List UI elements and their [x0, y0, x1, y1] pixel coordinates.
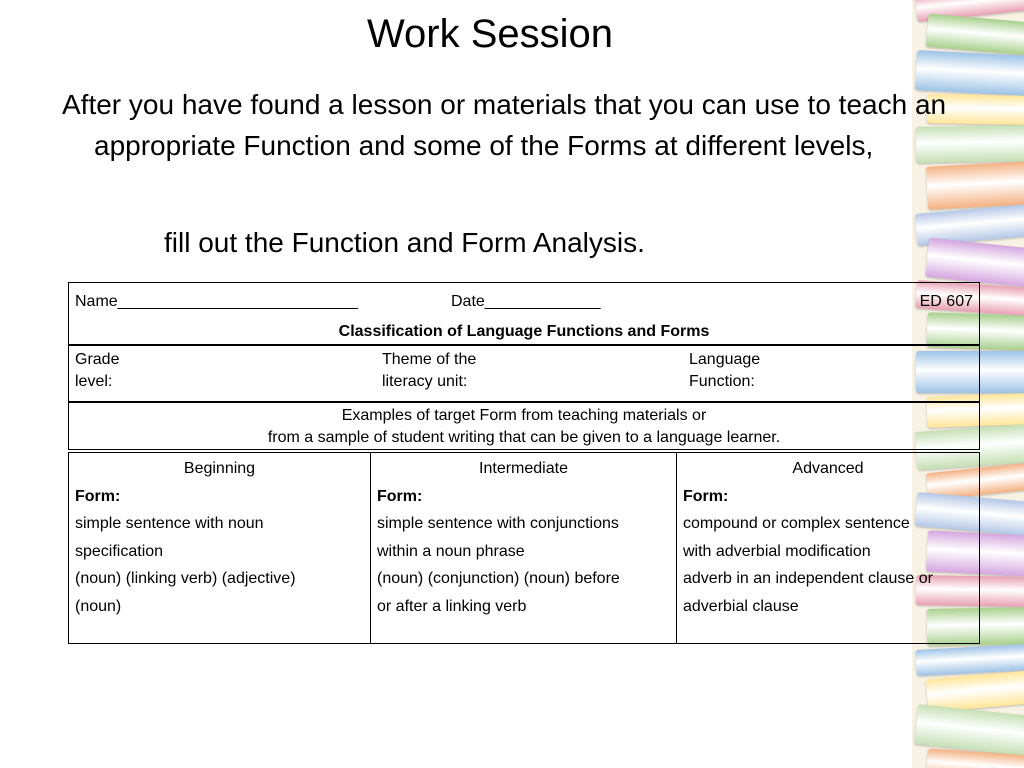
course-code: ED 607: [919, 293, 973, 310]
form-description-line: simple sentence with conjunctions: [377, 515, 619, 532]
form-description-line: with adverbial modification: [683, 542, 871, 560]
book-spine: [926, 161, 1024, 209]
instruction-subparagraph: fill out the Function and Form Analysis.: [164, 227, 645, 258]
form-examples-row: [68, 402, 980, 450]
book-spine: [925, 238, 1024, 288]
form-description-line: adverbial clause: [683, 597, 799, 615]
examples-line-1: Examples of target Form from teaching materials or: [341, 407, 707, 424]
date-field: Date_____________: [451, 293, 601, 310]
form-description-line: specification: [75, 542, 164, 560]
form-description-line: (noun): [75, 597, 122, 615]
form-description-line: (noun) (linking verb) (adjective): [75, 570, 296, 587]
grade-label-line-1: Grade: [75, 351, 120, 368]
level-column-beginning: [69, 453, 370, 643]
form-description-line: (noun) (conjunction) (noun) before: [377, 570, 620, 587]
form-description-line: or after a linking verb: [377, 597, 527, 615]
grade-label-line-2: level:: [75, 373, 113, 390]
form-description-line: compound or complex sentence: [683, 515, 910, 532]
slide-title: Work Session: [366, 12, 613, 56]
form-description-line: adverb in an independent clause or: [683, 570, 933, 587]
form-description-line: within a noun phrase: [377, 542, 525, 560]
level-name: Beginning: [183, 460, 256, 477]
level-column-intermediate: [370, 453, 676, 643]
theme-cell: [382, 349, 682, 393]
form-label: Form:: [683, 487, 729, 505]
level-name: Advanced: [792, 460, 864, 477]
language-function-cell: [689, 349, 989, 393]
form-heading: Classification of Language Functions and Forms: [338, 323, 710, 340]
theme-label-line-1: Theme of the: [382, 351, 477, 368]
form-info-row: [68, 344, 980, 402]
grade-level-cell: [75, 349, 375, 393]
form-levels-table: [68, 452, 980, 644]
examples-line-2: from a sample of student writing that can be given to a language learner.: [267, 429, 781, 446]
function-label-line-1: Language: [689, 351, 761, 368]
level-column-advanced: [676, 453, 979, 643]
form-label: Form:: [377, 487, 423, 505]
function-label-line-2: Function:: [689, 373, 755, 390]
form-description-line: simple sentence with noun: [75, 515, 264, 532]
instruction-paragraph: After you have found a lesson or materials that you can use to teach an appropriate Function and some of the Forms at different levels,: [62, 89, 947, 161]
theme-label-line-2: literacy unit:: [382, 373, 468, 390]
examples-text: [69, 405, 979, 449]
form-label: Form:: [75, 487, 121, 505]
form-header-row: [68, 282, 980, 346]
book-spine: [915, 644, 1024, 676]
analysis-form: [68, 282, 980, 644]
name-field: Name___________________________: [75, 293, 358, 310]
level-name: Intermediate: [479, 460, 568, 477]
